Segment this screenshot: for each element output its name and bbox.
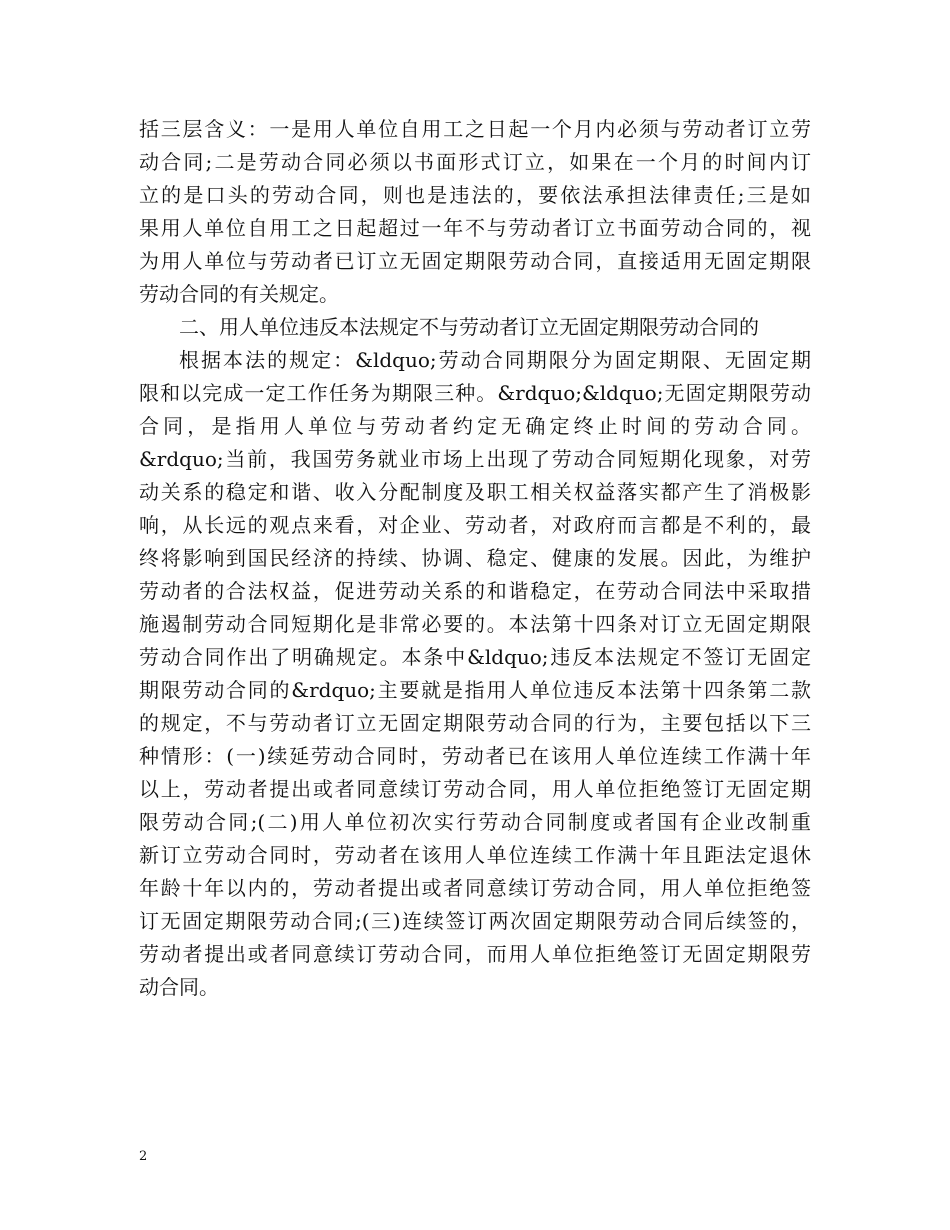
text-line: 合同，是指用人单位与劳动者约定无确定终止时间的劳动合同。 [139,414,811,438]
text-line: 动合同;二是劳动合同必须以书面形式订立，如果在一个月的时间内订 [139,150,811,174]
text-line: 种情形：(一)续延劳动合同时，劳动者已在该用人单位连续工作满十年 [139,744,811,768]
text-line: 劳动合同的有关规定。 [139,282,339,306]
text-line: 以上，劳动者提出或者同意续订劳动合同，用人单位拒绝签订无固定期 [139,777,811,801]
text-line: 二、用人单位违反本法规定不与劳动者订立无固定期限劳动合同的 [179,315,759,339]
body-text [139,113,811,1004]
text-line: 订无固定期限劳动合同;(三)连续签订两次固定期限劳动合同后续签的， [139,909,811,933]
text-line: 立的是口头的劳动合同，则也是违法的，要依法承担法律责任;三是如 [139,183,811,207]
text-line: &rdquo;当前，我国劳务就业市场上出现了劳动合同短期化现象，对劳 [139,447,811,471]
text-line: 为用人单位与劳动者已订立无固定期限劳动合同，直接适用无固定期限 [139,249,811,273]
text-line: 动合同。 [139,975,219,999]
text-line: 果用人单位自用工之日起超过一年不与劳动者订立书面劳动合同的，视 [139,216,811,240]
text-line: 限劳动合同;(二)用人单位初次实行劳动合同制度或者国有企业改制重 [139,810,811,834]
text-line: 终将影响到国民经济的持续、协调、稳定、健康的发展。因此，为维护 [139,546,811,570]
text-line: 年龄十年以内的，劳动者提出或者同意续订劳动合同，用人单位拒绝签 [139,876,811,900]
text-line: 响，从长远的观点来看，对企业、劳动者，对政府而言都是不利的，最 [139,513,811,537]
text-line: 劳动者提出或者同意续订劳动合同，而用人单位拒绝签订无固定期限劳 [139,942,811,966]
text-line: 施遏制劳动合同短期化是非常必要的。本法第十四条对订立无固定期限 [139,612,811,636]
text-line: 动关系的稳定和谐、收入分配制度及职工相关权益落实都产生了消极影 [139,480,811,504]
text-line: 新订立劳动合同时，劳动者在该用人单位连续工作满十年且距法定退休 [139,843,811,867]
text-line: 根据本法的规定：&ldquo;劳动合同期限分为固定期限、无固定期 [179,348,811,372]
text-line: 劳动合同作出了明确规定。本条中&ldquo;违反本法规定不签订无固定 [139,645,811,669]
text-line: 括三层含义：一是用人单位自用工之日起一个月内必须与劳动者订立劳 [139,117,811,141]
text-line: 的规定，不与劳动者订立无固定期限劳动合同的行为，主要包括以下三 [139,711,811,735]
text-line: 期限劳动合同的&rdquo;主要就是指用人单位违反本法第十四条第二款 [139,678,811,702]
text-line: 限和以完成一定工作任务为期限三种。&rdquo;&ldquo;无固定期限劳动 [139,381,811,405]
page-number: 2 [139,1149,148,1164]
text-line: 劳动者的合法权益，促进劳动关系的和谐稳定，在劳动合同法中采取措 [139,579,811,603]
